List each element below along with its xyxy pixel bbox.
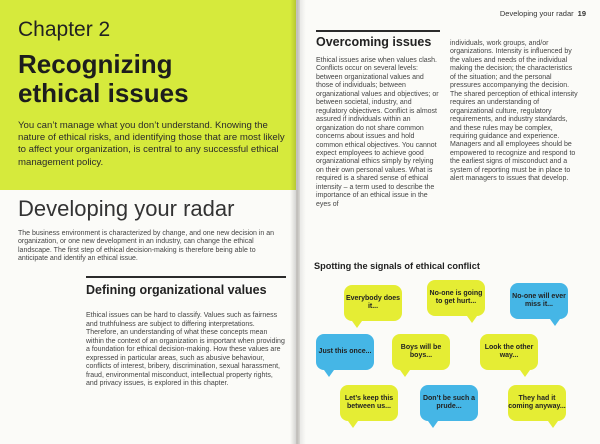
subheading-defining-values: Defining organizational values bbox=[86, 283, 267, 297]
body-column-2: individuals, work groups, and/or organizations. Intensity is influenced by the values and needs of the individual making the decision; the characteristics of the situation; and the personal pressures accompanying the decision. The shared perception of ethical intensity requires an understanding of organizational culture, regulatory requirements, and industry standards, and these rules may be complex, requiring guidance and experience. Managers and all employees should be empowered to recognize and respond to the earliest signs of misconduct and a system of reporting must be in place to alert managers to issues that develop. bbox=[450, 40, 578, 183]
running-head-title: Developing your radar bbox=[499, 9, 574, 18]
speech-bubble: No-one will ever miss it... bbox=[510, 283, 568, 319]
chapter-title-line1: Recognizing bbox=[18, 49, 173, 79]
page-number: 19 bbox=[577, 9, 586, 18]
book-gutter bbox=[290, 0, 306, 444]
subheading-rule bbox=[86, 276, 286, 278]
speech-bubble: Let’s keep this between us... bbox=[340, 385, 398, 421]
section-body: The business environment is characterized by change, and one new decision in an organization, or one new development in an industry, can change the ethical landscape. The first step of ethical decision-making is therefore being able to anticipate and identify an ethical issue. bbox=[18, 230, 275, 263]
chapter-intro: You can’t manage what you don’t understand. Knowing the nature of ethical risks, and identifying those that are most likely to affect your organization, is central to any successful ethical management policy. bbox=[18, 120, 285, 168]
speech-bubble: Look the other way... bbox=[480, 334, 538, 370]
chapter-title-line2: ethical issues bbox=[18, 78, 189, 108]
speech-bubble: Don’t be such a prude... bbox=[420, 385, 478, 421]
running-head bbox=[500, 9, 586, 18]
left-page bbox=[0, 0, 296, 444]
chapter-label: Chapter 2 bbox=[18, 18, 111, 41]
body-column-1: Ethical issues arise when values clash. Conflicts occur on several levels: between organizational values and those of individuals; between organizational values and objectives; or between societal, industry, and regulatory objectives. Conflict is almost assured if individuals within an organization do not share common concerns about issues and hold common ethical objectives. You cannot expect employees to achieve good organizational ethics simply by relying on their own personal values. What is required is a shared sense of ethical intensity – a term used to describe the importance of an ethical issue in the eyes of bbox=[316, 57, 439, 208]
chapter-title bbox=[18, 50, 278, 108]
speech-bubble: Boys will be boys... bbox=[392, 334, 450, 370]
subheading-overcoming-issues: Overcoming issues bbox=[316, 35, 432, 49]
signals-title: Spotting the signals of ethical conflict bbox=[314, 261, 480, 271]
subheading-rule bbox=[316, 30, 440, 32]
right-page bbox=[300, 0, 600, 444]
speech-bubble: Everybody does it... bbox=[344, 285, 402, 321]
speech-bubble: No-one is going to get hurt... bbox=[427, 280, 485, 316]
section-title: Developing your radar bbox=[18, 196, 235, 221]
speech-bubble: Just this once... bbox=[316, 334, 374, 370]
speech-bubble: They had it coming anyway... bbox=[508, 385, 566, 421]
defining-values-body: Ethical issues can be hard to classify. Values such as fairness and truthfulness are subject to differing interpretations. Therefore, an understanding of what these concepts mean within the context of an organization is important when providing a foundation for ethical decision-making. How these values are expressed in particular areas, such as abusive behaviour, conflicts of interest, bribery, discrimination, sexual harassment, fraud, environmental misconduct, intellectual property rights, and privacy issues, is explored in this chapter. bbox=[86, 312, 285, 387]
